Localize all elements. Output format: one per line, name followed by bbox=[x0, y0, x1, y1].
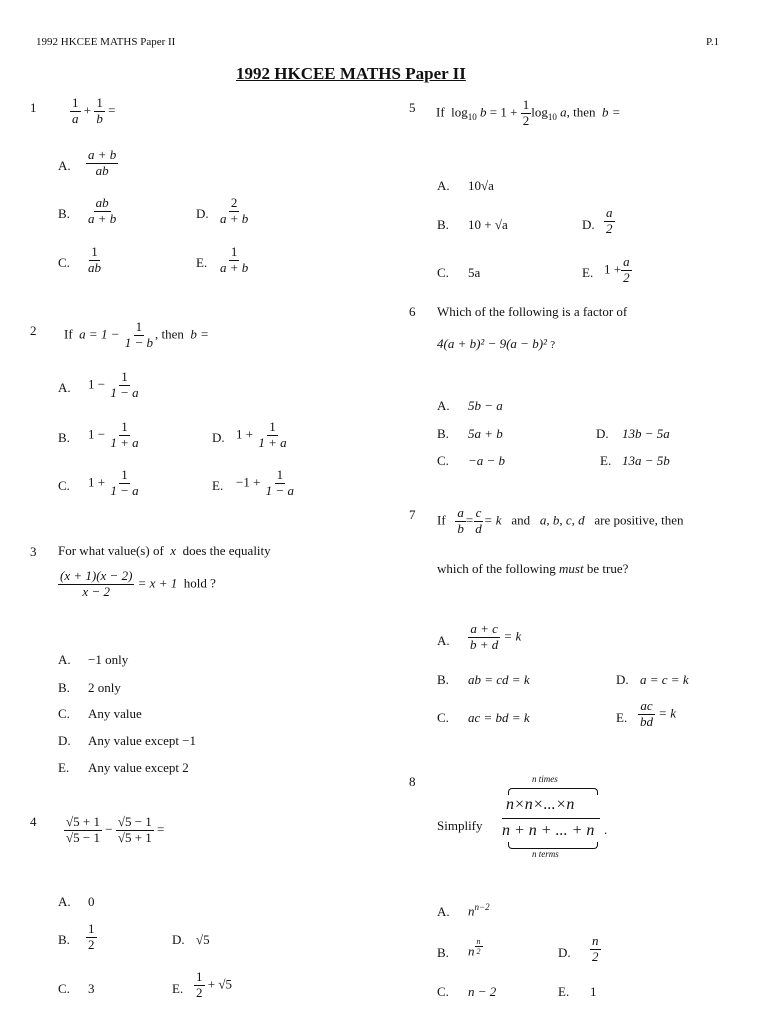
q6-option-b: 5a + b bbox=[468, 426, 503, 441]
q5-number: 5 bbox=[409, 100, 416, 115]
q6-option-c-label: C. bbox=[437, 453, 449, 468]
q4-option-e-label: E. bbox=[172, 981, 184, 996]
q8-n-terms-label: n terms bbox=[532, 849, 559, 859]
q1-option-a-label: A. bbox=[58, 158, 71, 173]
q5-option-d: $\frac{a}{2}$ bbox=[606, 205, 613, 236]
q3-option-e-label: E. bbox=[58, 760, 70, 775]
q8-number: 8 bbox=[409, 774, 416, 789]
q6-option-d: 13b − 5a bbox=[622, 426, 670, 441]
q7-option-b-label: B. bbox=[437, 672, 449, 687]
q1-option-e-label: E. bbox=[196, 255, 208, 270]
q2-option-c: 1 + $\frac{1}{1 - a}$ bbox=[88, 467, 139, 498]
q2-stem: If a = 1 − $\frac{1}{1 - b}$ , then b = bbox=[64, 319, 209, 350]
q6-option-a-label: A. bbox=[437, 398, 450, 413]
q8-top-brace bbox=[508, 788, 598, 795]
q1-number: 1 bbox=[30, 100, 37, 115]
q3-option-d: Any value except −1 bbox=[88, 733, 197, 748]
page-title: 1992 HKCEE MATHS Paper II bbox=[236, 64, 466, 83]
q3-option-a: −1 only bbox=[88, 652, 129, 667]
q6-option-a: 5b − a bbox=[468, 398, 503, 413]
q1-option-d-label: D. bbox=[196, 206, 209, 221]
q2-option-c-label: C. bbox=[58, 478, 70, 493]
q5-option-d-label: D. bbox=[582, 217, 595, 232]
q7-option-c-label: C. bbox=[437, 710, 449, 725]
q4-number: 4 bbox=[30, 814, 37, 829]
q5-stem: If $\log_{10} b = 1$ + $\frac{1}{2}$ $\log_{10} a$, then b = bbox=[436, 97, 621, 128]
q6-option-c: −a − b bbox=[468, 453, 506, 468]
q4-stem: $\frac{√5 + 1}{√5 - 1}$ − $\frac{√5 - 1}{√5 + 1}$ = bbox=[66, 814, 165, 845]
q7-option-d: a = c = k bbox=[640, 672, 689, 687]
q8-option-e-label: E. bbox=[558, 984, 570, 999]
q1-option-d: $\frac{2}{a + b}$ bbox=[220, 195, 249, 226]
q8-option-b-label: B. bbox=[437, 945, 449, 960]
q1-option-a: $\frac{a + b}{ab}$ bbox=[88, 147, 117, 178]
q7-option-b: ab = cd = k bbox=[468, 672, 530, 687]
q3-option-b-label: B. bbox=[58, 680, 70, 695]
q7-number: 7 bbox=[409, 507, 416, 522]
q3-option-c-label: C. bbox=[58, 706, 70, 721]
q1-option-e: $\frac{1}{a + b}$ bbox=[220, 244, 249, 275]
q6-stem-expr: 4(a + b)² − 9(a − b)² ? bbox=[437, 336, 556, 351]
header-page-number: P.1 bbox=[706, 36, 720, 48]
q8-denominator: n + n + ... + n bbox=[502, 822, 595, 839]
q5-option-c-label: C. bbox=[437, 265, 449, 280]
q4-option-a-label: A. bbox=[58, 894, 71, 909]
q7-option-e-label: E. bbox=[616, 710, 628, 725]
q5-option-a: 10√a bbox=[468, 178, 494, 193]
q8-n-times-label: n times bbox=[532, 774, 558, 784]
q8-option-d-label: D. bbox=[558, 945, 571, 960]
q4-option-b: $\frac{1}{2}$ bbox=[88, 921, 95, 952]
q2-option-d-label: D. bbox=[212, 430, 225, 445]
q8-option-b: n $\frac{n}{2}$ bbox=[468, 937, 481, 959]
q5-option-b-label: B. bbox=[437, 217, 449, 232]
q8-simplify-label: Simplify bbox=[437, 818, 483, 833]
q6-number: 6 bbox=[409, 304, 416, 319]
q5-option-e-label: E. bbox=[582, 265, 594, 280]
q8-fraction-bar bbox=[502, 818, 600, 819]
q1-option-b-label: B. bbox=[58, 206, 70, 221]
q6-option-e-label: E. bbox=[600, 453, 612, 468]
q8-numerator: n×n×...×n bbox=[506, 796, 575, 813]
q1-option-c-label: C. bbox=[58, 255, 70, 270]
q6-option-b-label: B. bbox=[437, 426, 449, 441]
q5-option-e: 1 + $\frac{a}{2}$ bbox=[604, 254, 630, 285]
q3-stem-line2: $\frac{(x + 1)(x - 2)}{x - 2}$ = x + 1 hold ? bbox=[60, 568, 216, 599]
q7-stem-line1: If $\frac{a}{b}$ = $\frac{c}{d}$ = k and a, b, c, d are positive, then bbox=[437, 505, 684, 536]
q8-option-c-label: C. bbox=[437, 984, 449, 999]
q8-option-e: 1 bbox=[590, 984, 597, 999]
q7-option-d-label: D. bbox=[616, 672, 629, 687]
q2-number: 2 bbox=[30, 323, 37, 338]
q2-option-a-label: A. bbox=[58, 380, 71, 395]
q3-stem-line1: For what value(s) of x does the equality bbox=[58, 543, 271, 558]
q8-option-c: n − 2 bbox=[468, 984, 497, 999]
header-left: 1992 HKCEE MATHS Paper II bbox=[36, 36, 176, 48]
q6-option-e: 13a − 5b bbox=[622, 453, 670, 468]
q4-option-d-label: D. bbox=[172, 932, 185, 947]
q4-option-c: 3 bbox=[88, 981, 95, 996]
q3-number: 3 bbox=[30, 544, 37, 559]
q7-option-a: $\frac{a + c}{b + d}$ = k bbox=[470, 621, 522, 652]
q4-option-e: $\frac{1}{2}$ + √5 bbox=[196, 969, 232, 1000]
q3-option-a-label: A. bbox=[58, 652, 71, 667]
q5-option-a-label: A. bbox=[437, 178, 450, 193]
q2-option-e: −1 + $\frac{1}{1 - a}$ bbox=[236, 467, 294, 498]
q5-option-c: 5a bbox=[468, 265, 481, 280]
q4-option-a: 0 bbox=[88, 894, 95, 909]
q7-option-e: $\frac{ac}{bd}$ = k bbox=[640, 698, 677, 729]
q5-option-b: 10 + √a bbox=[468, 217, 508, 232]
q2-option-b-label: B. bbox=[58, 430, 70, 445]
q6-stem-line1: Which of the following is a factor of bbox=[437, 304, 628, 319]
q2-option-b: 1 − $\frac{1}{1 + a}$ bbox=[88, 419, 139, 450]
q7-option-c: ac = bd = k bbox=[468, 710, 530, 725]
q2-option-a: 1 − $\frac{1}{1 - a}$ bbox=[88, 369, 139, 400]
q4-option-d: √5 bbox=[196, 932, 210, 947]
q1-option-c: $\frac{1}{ab}$ bbox=[88, 244, 101, 275]
q7-option-a-label: A. bbox=[437, 633, 450, 648]
q1-option-b: $\frac{ab}{a + b}$ bbox=[88, 195, 117, 226]
q8-bottom-brace bbox=[508, 842, 598, 849]
q4-option-c-label: C. bbox=[58, 981, 70, 996]
q8-option-a: $n^{n-2}$ bbox=[468, 902, 490, 919]
q2-option-e-label: E. bbox=[212, 478, 224, 493]
q1-stem: $\frac{1}{a}$ + $\frac{1}{b}$ = bbox=[72, 95, 116, 126]
q8-period: . bbox=[604, 822, 608, 837]
q3-option-e: Any value except 2 bbox=[88, 760, 189, 775]
q3-option-d-label: D. bbox=[58, 733, 71, 748]
q6-option-d-label: D. bbox=[596, 426, 609, 441]
q3-option-c: Any value bbox=[88, 706, 142, 721]
q4-option-b-label: B. bbox=[58, 932, 70, 947]
q8-option-a-label: A. bbox=[437, 904, 450, 919]
q3-option-b: 2 only bbox=[88, 680, 121, 695]
q2-option-d: 1 + $\frac{1}{1 + a}$ bbox=[236, 419, 287, 450]
q7-stem-line2: which of the following must be true? bbox=[437, 561, 629, 576]
q8-option-d: $\frac{n}{2}$ bbox=[592, 933, 599, 964]
